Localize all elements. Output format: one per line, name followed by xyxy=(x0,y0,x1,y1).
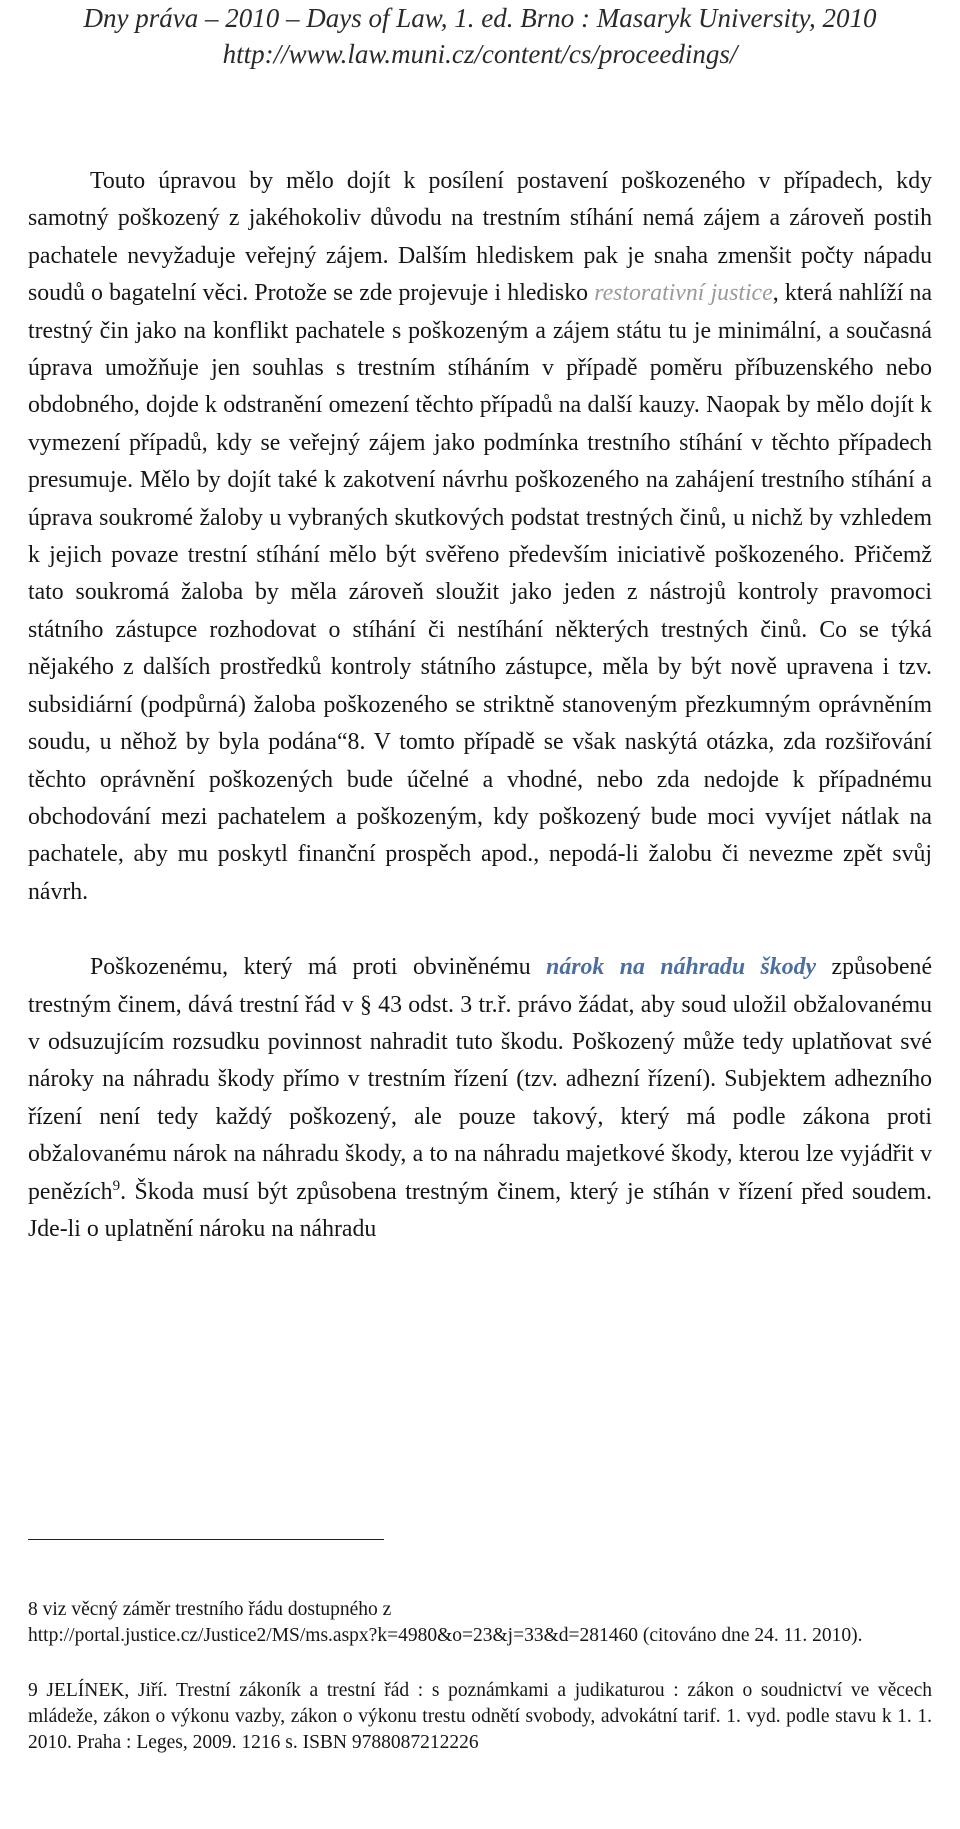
paragraph-2 xyxy=(28,949,932,1248)
footnote-9: 9 JELÍNEK, Jiří. Trestní zákoník a trestní řád : s poznámkami a judikaturou : zákon o soudnictví ve věcech mládeže, zákon o výkonu vazby, zákon o výkonu trestu odnětí svobody, advokátní tarif. 1. vyd. podle stavu k 1. 1. 2010. Praha : Leges, 2009. 1216 s. ISBN 9788087212226 xyxy=(28,1680,932,1753)
footnote-ref-9[interactable]: 9 xyxy=(112,1177,121,1194)
paragraph-1-text-a: Touto úpravou by mělo dojít k posílení postavení poškozeného v případech, kdy samotný poškozený z jakéhokoliv důvodu na trestním stíhání nemá zájem a zároveň postih pachatele nevyžaduje veřejný zájem. Dalším hlediskem pak je snaha zmenšit počty nápadu soudů o bagatelní věci. Protože se zde projevuje i hledisko xyxy=(28,168,932,307)
footnote-8-line-1: 8 viz věcný záměr trestního řádu dostupného z xyxy=(28,1599,392,1620)
paragraph-2-text-c: . Škoda musí být způsobena trestným činem, který je stíhán v řízení před soudem. Jde-li o uplatnění nároku na náhradu xyxy=(28,1178,932,1242)
article-body xyxy=(28,163,932,1248)
page-header xyxy=(0,0,960,72)
footnotes xyxy=(28,1597,932,1756)
footnote-divider xyxy=(28,1539,384,1540)
paragraph-1 xyxy=(28,163,932,911)
paragraph-2-text-a: Poškozenému, který má proti obviněnému xyxy=(90,954,547,981)
header-citation: Dny práva – 2010 – Days of Law, 1. ed. Brno : Masaryk University, 2010 xyxy=(83,3,877,33)
restorative-justice-link[interactable]: restorativní justice xyxy=(594,280,773,307)
footnote-8-line-2: http://portal.justice.cz/Justice2/MS/ms.aspx?k=4980&o=23&j=33&d=281460 (citováno dne 24. 11. 2010). xyxy=(28,1625,863,1646)
paragraph-1-text-b: , která nahlíží na trestný čin jako na konflikt pachatele s poškozeným a zájem státu tu je minimální, a současná úprava umožňuje jen souhlas s trestním stíháním v případě poměru příbuzenského nebo obdobného, dojde k odstranění omezení těchto případů na další kauzy. Naopak by mělo dojít k vymezení případů, kdy se veřejný zájem jako podmínka trestního stíhání v těchto případech presumuje. Mělo by dojít také k zakotvení návrhu poškozeného na zahájení trestního stíhání a úprava soukromé žaloby u vybraných skutkových podstat trestných činů, u nichž by vzhledem k jejich povaze trestní stíhání mělo být svěřeno především iniciativě poškozeného. Přičemž tato soukromá žaloba by měla zároveň sloužit jako jeden z nástrojů kontroly pravomoci státního zástupce rozhodovat o stíhání či nestíhání některých trestných činů. Co se týká nějakého z dalších prostředků kontroly státního zástupce, měla by být nově upravena i tzv. subsidiární (podpůrná) žaloba poškozeného se striktně stanoveným přezkumným oprávněním soudu, u něhož by byla podána“8. V tomto případě se však naskýtá otázka, zda rozšiřování těchto oprávnění poškozených bude účelné a vhodné, nebo zda nedojde k případnému obchodování mezi pachatelem a poškozeným, kdy poškozený bude moci vyvíjet nátlak na pachatele, aby mu poskytl finanční prospěch apod., nepodá-li žalobu či nevezme zpět svůj návrh. xyxy=(28,280,933,905)
header-url: http://www.law.muni.cz/content/cs/proceedings/ xyxy=(222,39,738,69)
damages-claim-link[interactable]: nárok na náhradu škody xyxy=(546,954,817,981)
paragraph-2-text-b: způsobené trestným činem, dává trestní řád v § 43 odst. 3 tr.ř. právo žádat, aby soud uložil obžalovanému v odsuzujícím rozsudku povinnost nahradit tuto škodu. Poškozený může tedy uplatňovat své nároky na náhradu škody přímo v trestním řízení (tzv. adhezní řízení). Subjektem adhezního řízení není tedy každý poškozený, ale pouze takový, který má podle zákona proti obžalovanému nárok na náhradu škody, a to na náhradu majetkové škody, kterou lze vyjádřit v penězích xyxy=(28,954,933,1205)
